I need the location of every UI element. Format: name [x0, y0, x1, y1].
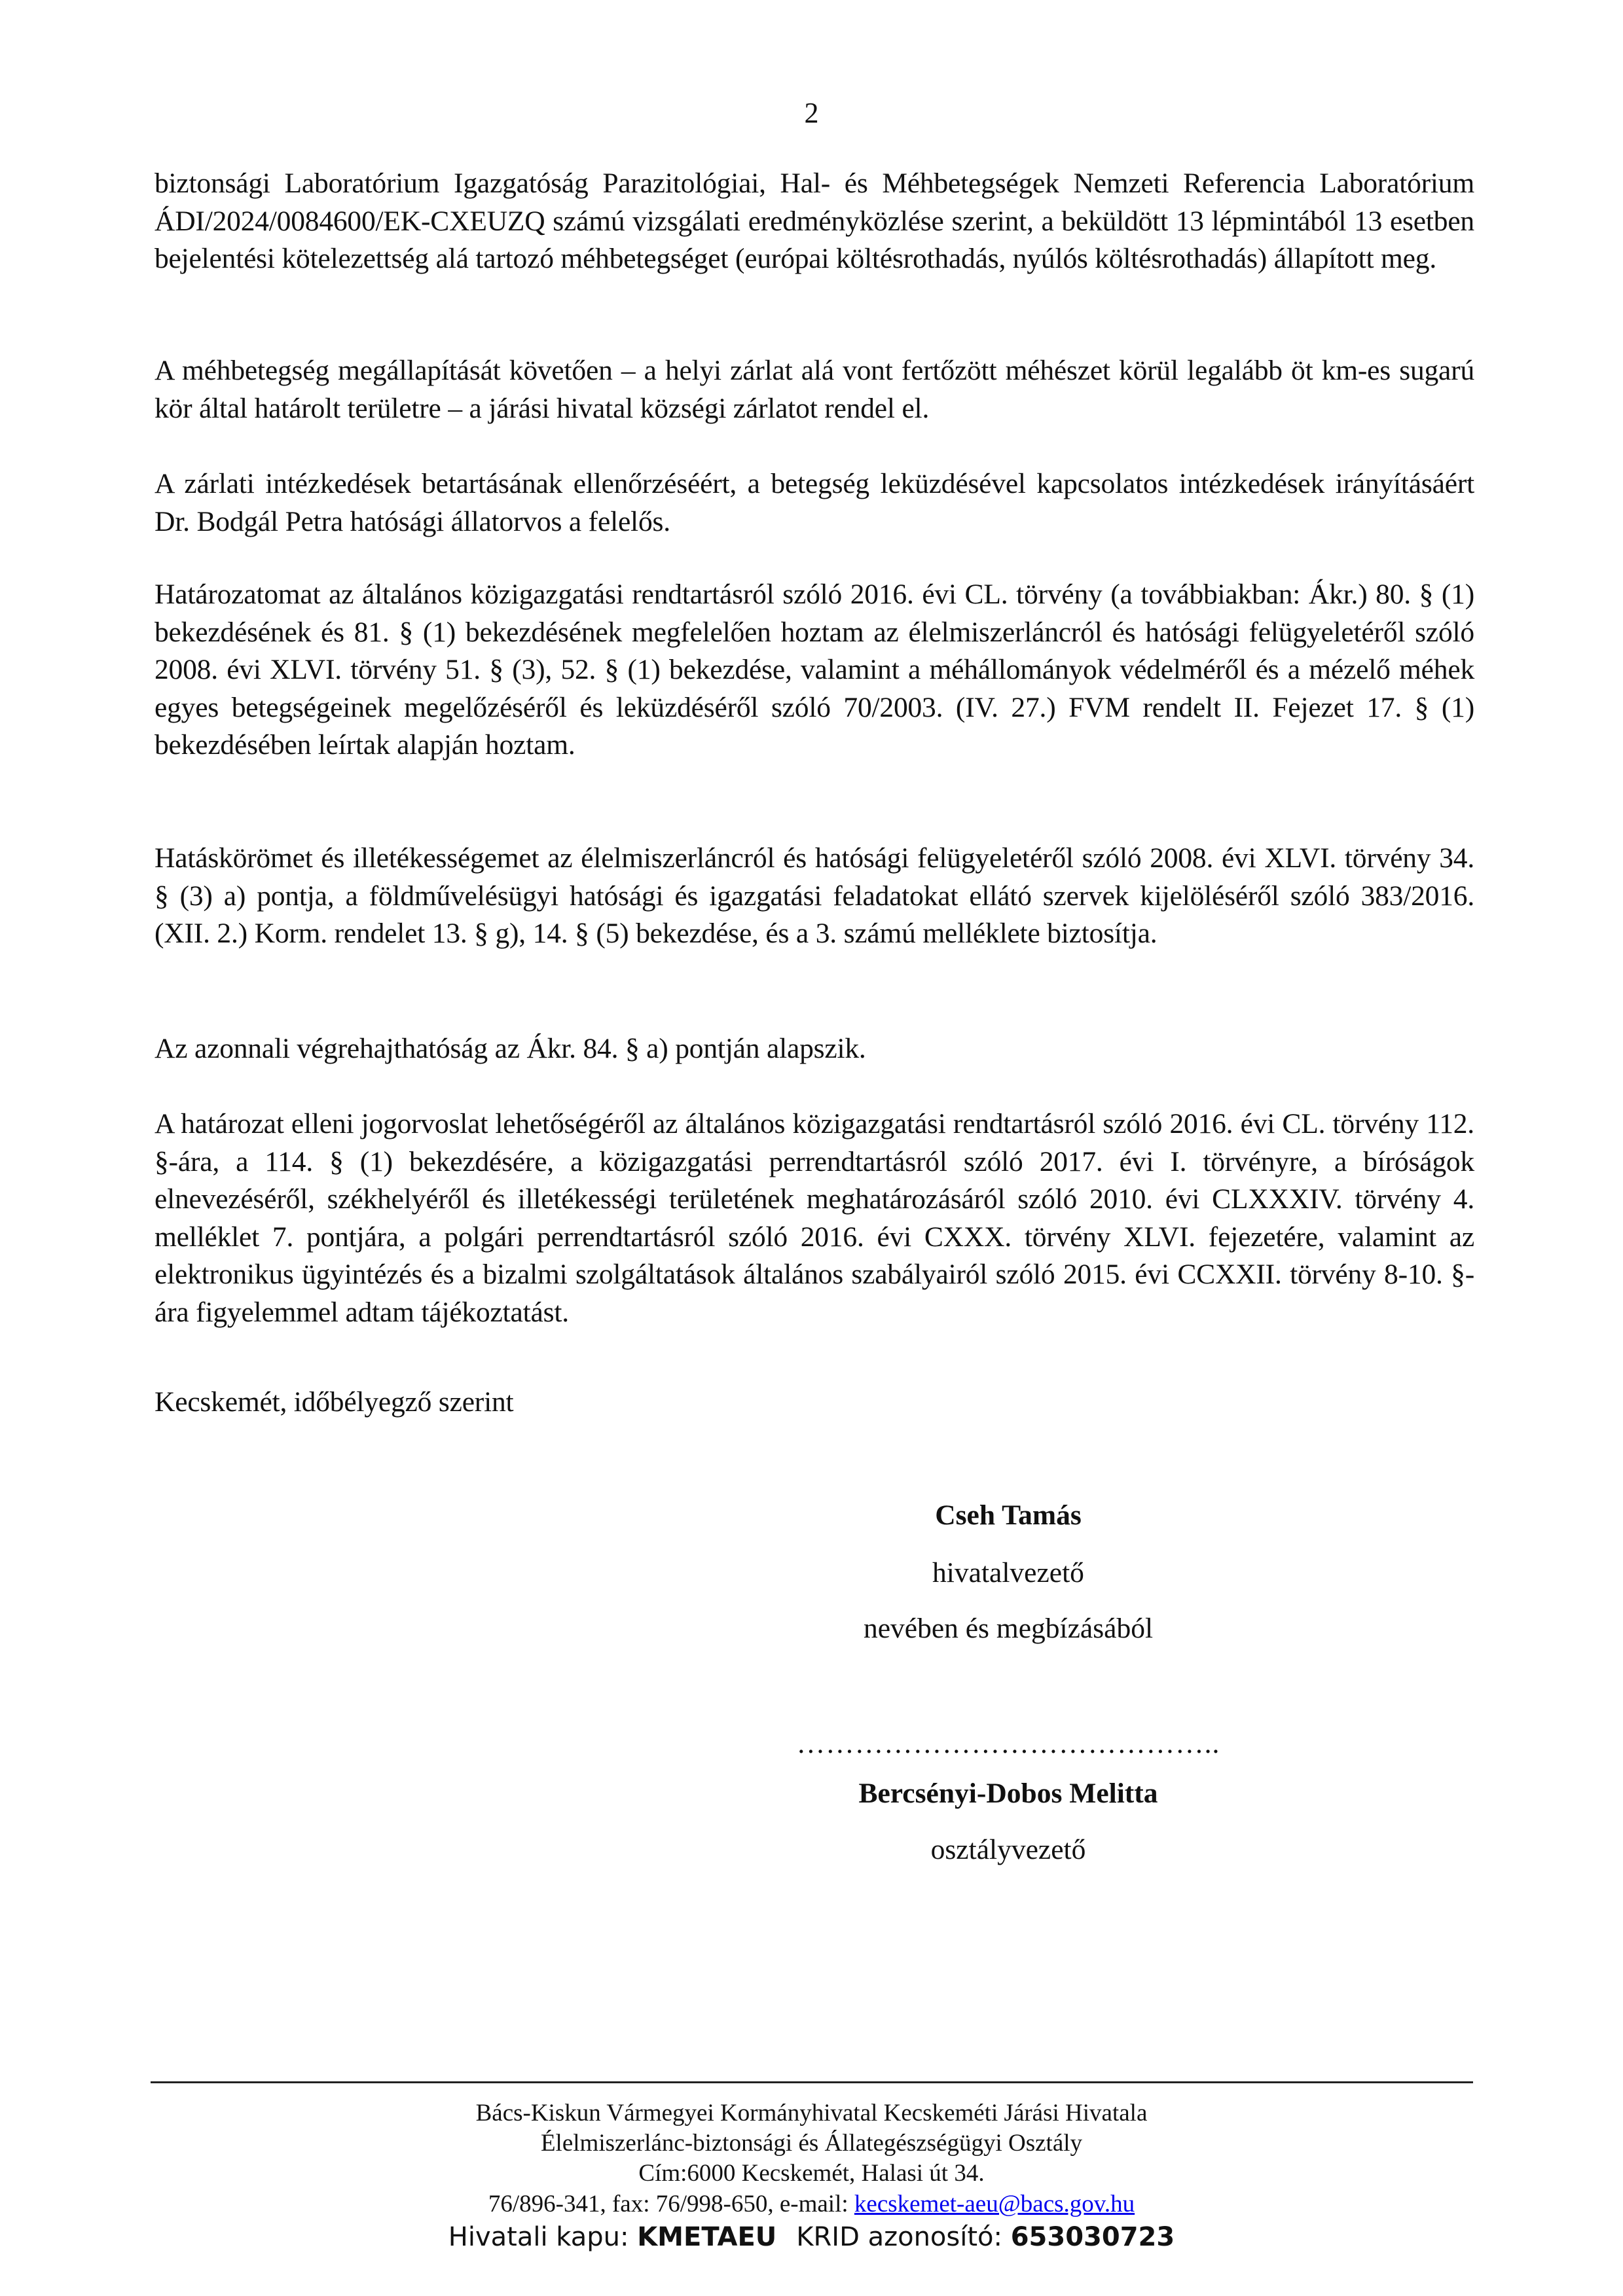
footer-contact — [0, 2189, 1623, 2219]
footer-department: Élelmiszerlánc-biztonsági és Állategészségügyi Osztály — [540, 2130, 1083, 2157]
footer-ids — [0, 2220, 1623, 2254]
krid-value: 653030723 — [1010, 2222, 1175, 2252]
gateway-value: KMETAEU — [637, 2222, 777, 2252]
footer-office: Bács-Kiskun Vármegyei Kormányhivatal Kecskeméti Járási Hivatala — [475, 2100, 1148, 2126]
head-title: hivatalvezető — [932, 1557, 1084, 1588]
signer-title: osztályvezető — [930, 1834, 1086, 1865]
signature-dotted-line: …………………………………….. — [796, 1728, 1220, 1759]
paragraph-competence: Hatáskörömet és illetékességemet az élelmiszerláncról és hatósági felügyeletéről szóló 2008. évi XLVI. törvény 34. § (3) a) pontja, a földművelésügyi hatósági és igazgatási feladatokat ellátó szervek kijelöléséről szóló 383/2016. (XII. 2.) Korm. rendelet 13. § g), 14. § (5) bekezdése, és a 3. számú melléklete biztosítja. — [155, 842, 1474, 949]
paragraph-legal-basis: Határozatomat az általános közigazgatási rendtartásról szóló 2016. évi CL. törvény (a továbbiakban: Ákr.) 80. § (1) bekezdésének és 81. § (1) bekezdésének megfelelően hoztam az élelmiszerláncról és hatósági felügyeletéről szóló 2008. évi XLVI. törvény 51. § (3), 52. § (1) bekezdése, valamint a méhállományok védelméről és a mézelő méhek egyes betegségeinek megelőzéséről és leküzdéséről szóló 70/2003. (IV. 27.) FVM rendelt II. Fejezet 17. § (1) bekezdésében leírtak alapján hoztam. — [155, 579, 1474, 761]
paragraph-responsible-vet: A zárlati intézkedések betartásának ellenőrzéséért, a betegség leküzdésével kapcsolatos intézkedések irányításáért Dr. Bodgál Petra hatósági állatorvos a felelős. — [155, 468, 1474, 537]
place-and-date: Kecskemét, időbélyegző szerint — [155, 1386, 514, 1418]
page-number: 2 — [804, 97, 819, 129]
paragraph-enforceability: Az azonnali végrehajthatóság az Ákr. 84. § a) pontján alapszik. — [155, 1033, 866, 1064]
gateway-label: Hivatali kapu: — [448, 2222, 638, 2252]
footer-email-link[interactable]: kecskemet-aeu@bacs.gov.hu — [854, 2191, 1135, 2217]
paragraph-lab-results: biztonsági Laboratórium Igazgatóság Parazitológiai, Hal- és Méhbetegségek Nemzeti Referencia Laboratórium ÁDI/2024/0084600/EK-CXEUZQ számú vizsgálati eredményközlése szerint, a beküldött 13 lépmintából 13 esetben bejelentési kötelezettség alá tartozó méhbetegséget (európai költésrothadás, nyúlós költésrothadás) állapított meg. — [155, 168, 1474, 274]
footer-address: Cím:6000 Kecskemét, Halasi út 34. — [638, 2160, 985, 2187]
signer-name: Bercsényi-Dobos Melitta — [858, 1778, 1158, 1809]
paragraph-quarantine-order: A méhbetegség megállapítását követően – a helyi zárlat alá vont fertőzött méhészet körül legalább öt km-es sugarú kör által határolt területre – a járási hivatal községi zárlatot rendel el. — [155, 355, 1474, 424]
footer-phone-fax: 76/896-341, fax: 76/998-650, e-mail: — [488, 2191, 854, 2217]
on-behalf-text: nevében és megbízásából — [863, 1613, 1154, 1644]
krid-label: KRID azonosító: — [796, 2222, 1011, 2252]
head-name: Cseh Tamás — [935, 1499, 1082, 1531]
paragraph-legal-remedy: A határozat elleni jogorvoslat lehetőségéről az általános közigazgatási rendtartásról szóló 2016. évi CL. törvény 112. §-ára, a 114. § (1) bekezdésére, a közigazgatási perrendtartásról szóló 2017. évi I. törvényre, a bíróságok elnevezéséről, székhelyéről és illetékességi területének meghatározásáról szóló 2010. évi CLXXXIV. törvény 4. melléklet 7. pontjára, a polgári perrendtartásról szóló 2016. évi CXXX. törvény XLVI. fejezetére, valamint az elektronikus ügyintézés és a bizalmi szolgáltatások általános szabályairól szóló 2015. évi CCXXII. törvény 8-10. §-ára figyelemmel adtam tájékoztatást. — [155, 1108, 1474, 1328]
footer-divider — [151, 2081, 1473, 2083]
